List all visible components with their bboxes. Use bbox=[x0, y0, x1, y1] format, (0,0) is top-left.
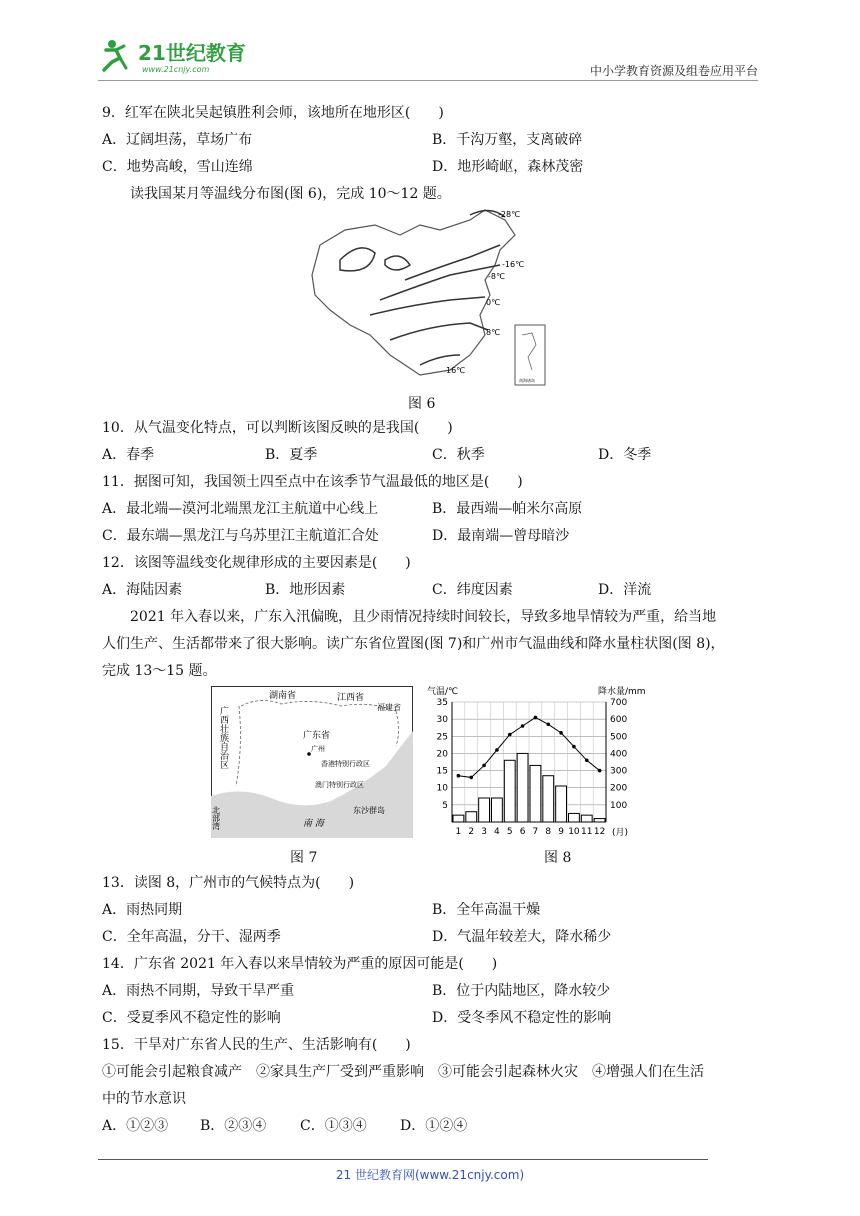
q15-option-c: C．①③④ bbox=[300, 1118, 367, 1134]
xtick: 3 bbox=[481, 827, 487, 837]
q11-option-a: A．最北端—漠河北端黑龙江主航道中心线上 bbox=[102, 501, 379, 517]
ytick-right: 400 bbox=[610, 749, 628, 760]
ylabel-right: 降水量/mm bbox=[598, 687, 646, 697]
ytick-left: 30 bbox=[436, 715, 448, 726]
precip-bar bbox=[556, 786, 567, 822]
intro2-line2: 人们生产、生活都带来了很大影响。读广东省位置图(图 7)和广州市气温曲线和降水量柱状图(图 8)， bbox=[102, 636, 725, 652]
q12-option-d: D．洋流 bbox=[598, 582, 652, 598]
temp-point bbox=[469, 776, 473, 780]
q14-option-c: C．受夏季风不稳定性的影响 bbox=[102, 1010, 281, 1026]
label-dongsha: 东沙群岛 bbox=[353, 806, 385, 815]
precip-bar bbox=[466, 812, 477, 822]
q10-option-a: A．春季 bbox=[102, 447, 155, 463]
isotherm-label-16: 16℃ bbox=[446, 366, 466, 375]
ytick-left: 5 bbox=[442, 800, 448, 811]
logo-text: 21世纪教育 bbox=[138, 41, 246, 65]
xtick: 8 bbox=[545, 827, 552, 837]
ylabel-left: 气温/℃ bbox=[427, 687, 459, 697]
q10-option-c: C．秋季 bbox=[432, 447, 485, 463]
ytick-left: 10 bbox=[436, 783, 448, 794]
label-guangzhou: 广州 bbox=[311, 745, 325, 753]
isotherm-map bbox=[300, 205, 550, 390]
precip-bar bbox=[530, 765, 541, 822]
xtick: 10 bbox=[568, 827, 580, 837]
isotherm-label-minus28: -28℃ bbox=[498, 210, 521, 219]
temp-point bbox=[482, 764, 486, 768]
ytick-right: 500 bbox=[610, 732, 628, 743]
ytick-right: 600 bbox=[610, 715, 628, 726]
logo-url: www.21cnjy.com bbox=[142, 65, 210, 74]
china-outline bbox=[312, 210, 515, 375]
q11-option-c: C．最东端—黑龙江与乌苏里江主航道汇合处 bbox=[102, 528, 379, 544]
temp-point bbox=[572, 745, 576, 749]
page-header bbox=[98, 36, 758, 80]
q15-options-line2: 中的节水意识 bbox=[102, 1091, 186, 1107]
label-beibu: 北部湾 bbox=[211, 806, 221, 830]
q14-stem: 14．广东省 2021 年入春以来旱情较为严重的原因可能是( ) bbox=[102, 956, 498, 972]
precip-bar bbox=[581, 815, 592, 822]
label-guangxi: 广西壮族自治区 bbox=[218, 706, 228, 769]
ytick-right: 200 bbox=[610, 783, 628, 794]
q11-option-b: B．最西端—帕米尔高原 bbox=[432, 501, 583, 517]
label-fujian: 福建省 bbox=[377, 703, 401, 712]
ytick-right: 700 bbox=[610, 698, 628, 708]
q13-option-c: C．全年高温，分干、湿两季 bbox=[102, 929, 281, 945]
ytick-left: 35 bbox=[436, 698, 448, 708]
precip-bar bbox=[492, 798, 503, 822]
q9-stem: 9．红军在陕北吴起镇胜利会师，该地所在地形区( ) bbox=[102, 105, 444, 121]
temp-point bbox=[508, 733, 512, 737]
fig8-caption: 图 8 bbox=[544, 850, 572, 866]
footer-divider bbox=[98, 1159, 708, 1160]
logo bbox=[98, 36, 298, 76]
intro-fig6: 读我国某月等温线分布图(图 6)，完成 10～12 题。 bbox=[130, 186, 451, 202]
q12-stem: 12．该图等温线变化规律形成的主要因素是( ) bbox=[102, 555, 411, 571]
temp-point bbox=[546, 722, 550, 726]
q10-stem: 10．从气温变化特点，可以判断该图反映的是我国( ) bbox=[102, 420, 453, 436]
q9-option-b: B．千沟万壑，支离破碎 bbox=[432, 132, 583, 148]
temp-point bbox=[521, 724, 525, 728]
q15-option-b: B．②③④ bbox=[200, 1118, 267, 1134]
ytick-left: 25 bbox=[436, 732, 448, 743]
fig6-caption: 图 6 bbox=[408, 396, 436, 412]
precip-bar bbox=[543, 776, 554, 822]
q15-option-a: A．①②③ bbox=[102, 1118, 169, 1134]
xtick: 12 bbox=[593, 827, 606, 837]
q13-option-b: B．全年高温干燥 bbox=[432, 902, 541, 918]
temp-point bbox=[457, 774, 461, 778]
guangdong-map bbox=[211, 686, 413, 838]
temp-point bbox=[534, 716, 538, 720]
isotherm-label-minus8: -8℃ bbox=[488, 272, 505, 281]
label-hunan: 湖南省 bbox=[269, 691, 297, 701]
xtick: 2 bbox=[468, 827, 475, 837]
climate-chart bbox=[422, 682, 654, 842]
q14-option-d: D．受冬季风不稳定性的影响 bbox=[432, 1010, 612, 1026]
precip-bar bbox=[517, 753, 528, 822]
xtick: 1 bbox=[455, 827, 462, 837]
temp-point bbox=[559, 731, 563, 735]
q13-option-a: A．雨热同期 bbox=[102, 902, 183, 918]
intro2-line1: 2021 年入春以来，广东入汛偏晚，且少雨情况持续时间较长，导致多地旱情较为严重，给当地 bbox=[130, 609, 717, 625]
xtick: 7 bbox=[532, 827, 539, 837]
ytick-right: 100 bbox=[610, 800, 628, 811]
label-hongkong: 香港特别行政区 bbox=[321, 760, 370, 768]
q9-option-c: C．地势高峻，雪山连绵 bbox=[102, 159, 253, 175]
q9-option-a: A．辽阔坦荡，草场广布 bbox=[102, 132, 253, 148]
temp-point bbox=[598, 769, 602, 773]
fig7-caption: 图 7 bbox=[290, 850, 318, 866]
temp-point bbox=[495, 748, 499, 752]
q12-option-b: B．地形因素 bbox=[265, 582, 346, 598]
precip-bar bbox=[479, 798, 490, 822]
xtick: 5 bbox=[506, 827, 513, 837]
label-nanhai: 南 海 bbox=[303, 819, 324, 829]
q10-option-d: D．冬季 bbox=[598, 447, 652, 463]
q14-option-b: B．位于内陆地区，降水较少 bbox=[432, 983, 611, 999]
q14-option-a: A．雨热不同期，导致干旱严重 bbox=[102, 983, 295, 999]
xtick: 11 bbox=[581, 827, 593, 837]
platform-label: 中小学教育资源及组卷应用平台 bbox=[589, 64, 758, 78]
label-jiangxi: 江西省 bbox=[337, 693, 365, 703]
footer-text: 21 世纪教育网(www.21cnjy.com) bbox=[335, 1168, 525, 1182]
q12-option-a: A．海陆因素 bbox=[102, 582, 183, 598]
q10-option-b: B．夏季 bbox=[265, 447, 318, 463]
south-sea-inset bbox=[515, 325, 545, 385]
isotherm-label-0: 0℃ bbox=[486, 298, 501, 307]
precip-bar bbox=[594, 819, 605, 822]
q11-stem: 11．据图可知，我国领土四至点中在该季节气温最低的地区是( ) bbox=[102, 474, 523, 490]
inset-label: 南海诸岛 bbox=[519, 378, 535, 383]
xtick: 4 bbox=[494, 827, 500, 837]
precip-bar bbox=[569, 813, 580, 822]
temp-point bbox=[585, 758, 589, 762]
label-macao: 澳门特别行政区 bbox=[315, 781, 364, 789]
q12-option-c: C．纬度因素 bbox=[432, 582, 513, 598]
isotherm-label-minus16: -16℃ bbox=[502, 260, 525, 269]
ytick-left: 15 bbox=[436, 766, 448, 777]
xlabel: (月) bbox=[612, 828, 629, 838]
intro2-line3: 完成 13～15 题。 bbox=[102, 663, 217, 679]
runner-icon bbox=[104, 40, 126, 70]
header-divider bbox=[98, 80, 758, 81]
q15-option-d: D．①②④ bbox=[400, 1118, 468, 1134]
label-guangdong: 广东省 bbox=[303, 731, 331, 741]
ytick-right: 300 bbox=[610, 766, 628, 777]
precip-bar bbox=[504, 760, 515, 822]
q13-stem: 13．读图 8，广州市的气候特点为( ) bbox=[102, 875, 355, 891]
xtick: 9 bbox=[558, 827, 564, 837]
precip-bar bbox=[453, 815, 464, 822]
isotherm-label-8: 8℃ bbox=[486, 328, 501, 337]
ytick-left: 20 bbox=[436, 749, 448, 760]
xtick: 6 bbox=[519, 827, 526, 837]
q15-options-line1: ①可能会引起粮食减产 ②家具生产厂受到严重影响 ③可能会引起森林火灾 ④增强人们在生活 bbox=[102, 1064, 704, 1080]
q11-option-d: D．最南端—曾母暗沙 bbox=[432, 528, 570, 544]
q13-option-d: D．气温年较差大，降水稀少 bbox=[432, 929, 612, 945]
q15-stem: 15．干旱对广东省人民的生产、生活影响有( ) bbox=[102, 1037, 411, 1053]
q9-option-d: D．地形崎岖，森林茂密 bbox=[432, 159, 584, 175]
